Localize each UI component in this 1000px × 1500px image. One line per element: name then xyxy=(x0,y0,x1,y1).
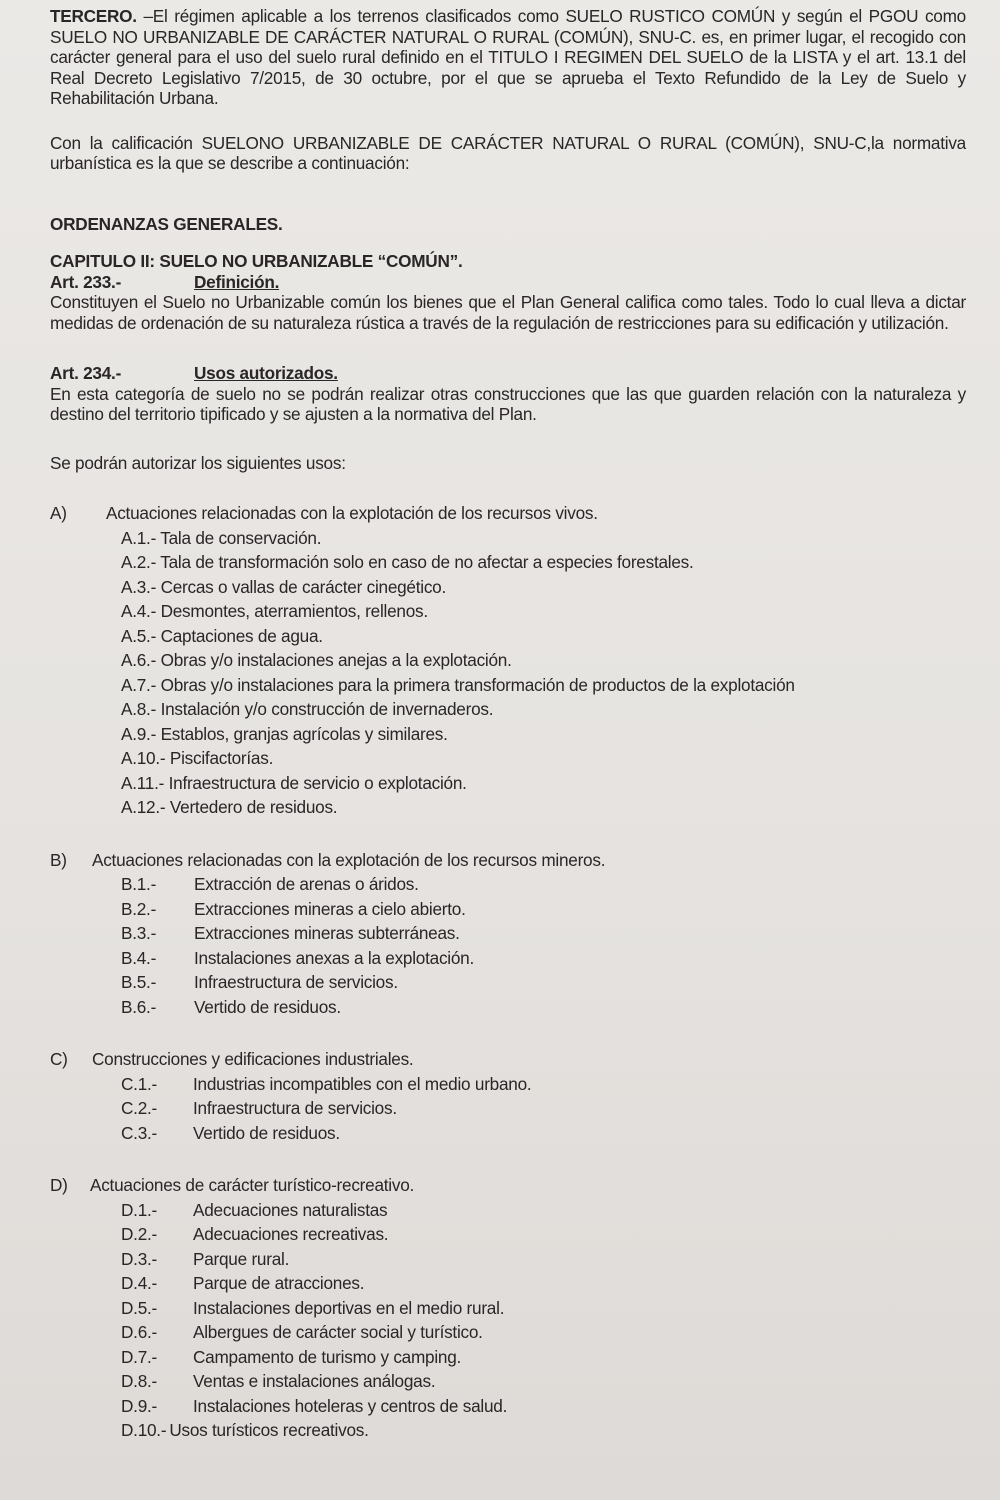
tercero-label: TERCERO. xyxy=(50,6,137,26)
section-b-header xyxy=(50,850,966,871)
item-code: C.1.- xyxy=(121,1073,157,1094)
item-code: B.1.- xyxy=(121,874,157,894)
list-item: A.7.- Obras y/o instalaciones para la primera transformación de productos de la explotación xyxy=(121,674,795,695)
section-c xyxy=(50,1049,966,1145)
item-code: C.3.- xyxy=(121,1122,157,1143)
item-code: D.2.- xyxy=(121,1224,157,1244)
section-c-header xyxy=(50,1049,966,1070)
item-code: D.10.- xyxy=(121,1420,167,1440)
item-code: B.6.- xyxy=(121,996,157,1017)
list-item xyxy=(121,1121,966,1146)
list-item xyxy=(121,1072,966,1097)
list-item: A.2.- Tala de transformación solo en caso de no afectar a especies forestales. xyxy=(121,552,694,572)
item-code: D.4.- xyxy=(121,1273,157,1293)
item-text: Ventas e instalaciones análogas. xyxy=(193,1371,436,1391)
heading-ordenanzas: ORDENANZAS GENERALES. xyxy=(50,213,283,234)
list-item xyxy=(121,1394,966,1419)
article-233-text: Constituyen el Suelo no Urbanizable común los bienes que el Plan General califica como tales. Todo lo cual lleva a dictar medidas de ordenación de su naturaleza rústica a través de la regulación de restricciones para su edificación y utilización. xyxy=(50,292,966,333)
paragraph-tercero xyxy=(50,6,966,109)
list-item xyxy=(121,1320,966,1345)
list-item xyxy=(121,1345,966,1370)
item-code: C.2.- xyxy=(121,1098,157,1118)
item-text: Extracción de arenas o áridos. xyxy=(194,874,419,894)
list-item: A.12.- Vertedero de residuos. xyxy=(121,797,338,817)
item-text: Campamento de turismo y camping. xyxy=(193,1346,462,1367)
item-text: Instalaciones anexas a la explotación. xyxy=(194,947,475,968)
list-item xyxy=(121,897,966,922)
intro-usos: Se podrán autorizar los siguientes usos: xyxy=(50,452,346,473)
item-code: D.7.- xyxy=(121,1346,157,1367)
section-b-letter: B) xyxy=(50,849,67,870)
item-code: D.6.- xyxy=(121,1322,157,1342)
list-item xyxy=(121,946,966,971)
item-code: D.1.- xyxy=(121,1199,157,1220)
list-item: A.1.- Tala de conservación. xyxy=(121,527,322,548)
item-text: Albergues de carácter social y turístico. xyxy=(193,1322,483,1342)
list-item: A.5.- Captaciones de agua. xyxy=(121,625,323,646)
item-text: Vertido de residuos. xyxy=(194,996,341,1017)
list-item xyxy=(121,1296,966,1321)
item-code: D.8.- xyxy=(121,1371,157,1391)
item-text: Industrias incompatibles con el medio urbano. xyxy=(193,1073,532,1094)
document-body xyxy=(50,6,966,1443)
list-item xyxy=(121,1198,966,1223)
list-item: A.11.- Infraestructura de servicio o explotación. xyxy=(121,772,467,793)
list-item xyxy=(121,872,966,897)
section-d-list xyxy=(50,1198,966,1443)
list-item xyxy=(121,970,966,995)
item-code: B.5.- xyxy=(121,972,157,992)
article-234-text: En esta categoría de suelo no se podrán realizar otras construcciones que las que guarden relación con la naturaleza y destino del territorio tipificado y se ajusten a la normativa del Plan. xyxy=(50,383,966,424)
section-b-title: Actuaciones relacionadas con la explotación de los recursos mineros. xyxy=(92,849,606,870)
item-code: D.3.- xyxy=(121,1248,157,1269)
tercero-text: –El régimen aplicable a los terrenos clasificados como SUELO RUSTICO COMÚN y según el PGOU como SUELO NO URBANIZABLE DE CARÁCTER NATURAL O RURAL (COMÚN), SNU-C. es, en primer lugar, el recogido con carácter general para el uso del suelo rural definido en el TITULO I REGIMEN DEL SUELO de la LISTA y el art. 13.1 del Real Decreto Legislativo 7/2015, de 30 octubre, por el que se aprueba el Texto Refundido de la Ley de Suelo y Rehabilitación Urbana. xyxy=(50,6,966,108)
list-item: A.3.- Cercas o vallas de carácter cinegético. xyxy=(121,576,447,597)
section-d-letter: D) xyxy=(50,1175,68,1195)
item-code: B.4.- xyxy=(121,947,157,968)
item-text: Adecuaciones recreativas. xyxy=(193,1224,389,1244)
section-a-list xyxy=(50,526,966,820)
section-a xyxy=(50,503,966,820)
item-text: Instalaciones deportivas en el medio rural. xyxy=(193,1297,505,1318)
heading-capitulo: CAPITULO II: SUELO NO URBANIZABLE “COMÚN”. xyxy=(50,251,463,271)
item-code: B.2.- xyxy=(121,898,157,919)
item-text: Instalaciones hoteleras y centros de salud. xyxy=(193,1395,508,1416)
section-d-title: Actuaciones de carácter turístico-recreativo. xyxy=(90,1175,415,1195)
item-code: D.5.- xyxy=(121,1297,157,1318)
section-a-letter: A) xyxy=(50,503,67,523)
list-item: A.9.- Establos, granjas agrícolas y similares. xyxy=(121,723,448,744)
article-233-header xyxy=(50,272,966,293)
article-234-title: Usos autorizados. xyxy=(194,363,338,383)
list-item: A.10.- Piscifactorías. xyxy=(121,748,274,768)
section-a-title: Actuaciones relacionadas con la explotación de los recursos vivos. xyxy=(106,503,598,523)
item-text: Adecuaciones naturalistas xyxy=(193,1199,388,1220)
item-text: Parque de atracciones. xyxy=(193,1273,365,1293)
section-d xyxy=(50,1175,966,1443)
item-code: D.9.- xyxy=(121,1395,157,1416)
item-text: Usos turísticos recreativos. xyxy=(169,1420,369,1440)
section-b-list xyxy=(50,872,966,1019)
list-item: A.8.- Instalación y/o construcción de invernaderos. xyxy=(121,699,494,719)
article-233-title: Definición. xyxy=(194,271,280,292)
article-234-header xyxy=(50,363,966,384)
item-code: B.3.- xyxy=(121,923,157,943)
list-item xyxy=(121,1418,966,1443)
list-item: A.6.- Obras y/o instalaciones anejas a la explotación. xyxy=(121,650,512,670)
list-item: A.4.- Desmontes, aterramientos, rellenos. xyxy=(121,601,428,621)
item-text: Parque rural. xyxy=(193,1248,290,1269)
paragraph-calificacion: Con la calificación SUELONO URBANIZABLE DE CARÁCTER NATURAL O RURAL (COMÚN), SNU-C,la normativa urbanística es la que se describe a continuación: xyxy=(50,132,966,173)
list-item xyxy=(121,1369,966,1394)
section-a-header xyxy=(50,503,966,524)
article-234-number: Art. 234.- xyxy=(50,363,122,383)
article-233-number: Art. 233.- xyxy=(50,271,122,292)
item-text: Extracciones mineras subterráneas. xyxy=(194,923,460,943)
list-item xyxy=(121,1247,966,1272)
section-d-header xyxy=(50,1175,966,1196)
item-text: Infraestructura de servicios. xyxy=(193,1098,397,1118)
section-c-letter: C) xyxy=(50,1049,68,1069)
list-item xyxy=(121,921,966,946)
item-text: Extracciones mineras a cielo abierto. xyxy=(194,898,466,919)
item-text: Vertido de residuos. xyxy=(193,1122,340,1143)
section-b xyxy=(50,850,966,1020)
list-item xyxy=(121,995,966,1020)
list-item xyxy=(121,1271,966,1296)
list-item xyxy=(121,1222,966,1247)
list-item xyxy=(121,1096,966,1121)
item-text: Infraestructura de servicios. xyxy=(194,972,398,992)
section-c-title: Construcciones y edificaciones industriales. xyxy=(92,1049,414,1069)
section-c-list xyxy=(50,1072,966,1146)
